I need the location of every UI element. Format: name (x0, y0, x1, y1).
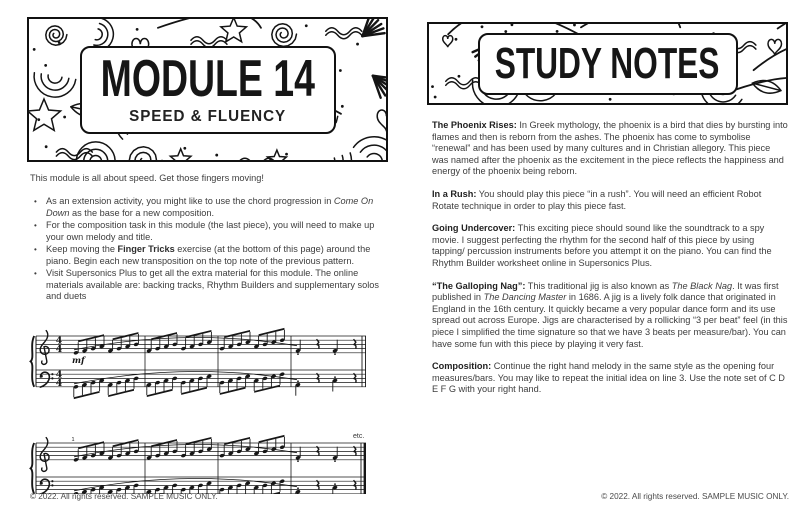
bullet-text: For the composition task in this module (the last piece), you will need to make up your own melody and title. (46, 220, 375, 242)
module-banner (27, 17, 388, 162)
bullet-text: As an extension activity, you might like to use the chord progression in Come On Down as the base for a new composition. (46, 196, 374, 218)
bullet-item (34, 244, 388, 267)
module-intro-text: This module is all about speed. Get those fingers moving! (30, 173, 264, 183)
paragraph-label: In a Rush: (432, 188, 477, 199)
bullet-item (34, 268, 388, 303)
bullet-dot: • (34, 269, 37, 278)
study-notes-title: STUDY NOTES (495, 38, 720, 88)
paragraph-label: “The Galloping Nag”: (432, 280, 526, 291)
study-notes-banner (427, 22, 788, 105)
bullet-dot: • (34, 197, 37, 206)
paragraph-label: Going Undercover: (432, 223, 516, 234)
study-notes-body (432, 120, 789, 407)
copyright-footer-right: © 2022. All rights reserved. SAMPLE MUSIC ONLY. (601, 492, 789, 501)
svg-text:4: 4 (55, 335, 63, 347)
study-paragraph: The Phoenix Rises: In Greek mythology, the phoenix is a bird that dies by bursting into flames and then is reborn from the ashes. The phoenix has come to symbolise “renewal” and has been used by many cultures and in Christian allegory. This piece was named after the phoenix as the excitement in the piece reflects the happiness and energy of the phoenix being reborn. (432, 120, 788, 177)
copyright-footer-left: © 2022. All rights reserved. SAMPLE MUSIC ONLY. (30, 492, 218, 501)
study-notes-title-box (478, 33, 738, 95)
svg-text:4: 4 (55, 369, 63, 381)
bullet-dot: • (34, 245, 37, 254)
study-paragraph: “The Galloping Nag”: This traditional jig is also known as The Black Nag. It was first published in The Dancing Master in 1686. A jig is a lively folk dance that originated in England in the 16th century. It quickly became a very popular dance form and its use spread out across Europe. Jigs are characterised by a rollicking “3 per beat” feel (in this piece I simplified the time signature so that we have 3 beats per measure/bar). You can have some fun with this piece by playing it very fast. (432, 280, 788, 349)
module-title-box (80, 46, 336, 134)
module-subtitle: SPEED & FLUENCY (129, 108, 286, 125)
sheet-music (28, 326, 376, 494)
svg-text:1: 1 (71, 437, 75, 443)
bullet-item (34, 196, 388, 219)
svg-text:4: 4 (55, 344, 63, 355)
study-paragraph: In a Rush: You should play this piece “in a rush”. You will need an efficient Robot Rotate technique in order to play this piece fast. (432, 188, 762, 211)
paragraph-label: The Phoenix Rises: (432, 120, 517, 130)
bullet-dot: • (34, 221, 37, 230)
study-paragraph: Going Undercover: This exciting piece should sound like the soundtrack to a spy movie. I suggest perfecting the rhythm for the second half of this piece by using tapping/ percussion instruments before you attempt it on the piano. You can find the Rhythm Builder worksheet online in Supersonics Plus. (432, 223, 772, 268)
bullet-text: Keep moving the Finger Tricks exercise (at the bottom of this page) around the piano. Begin each new transposition on the top note of the previous pattern. (46, 244, 371, 266)
svg-text:4: 4 (55, 378, 63, 389)
paragraph-label: Composition: (432, 361, 492, 372)
svg-text:mf: mf (72, 356, 85, 366)
module-title: MODULE 14 (100, 50, 315, 108)
bullet-text: Visit Supersonics Plus to get all the extra material for this module. The online materials available are: backing tracks, Rhythm Builders and supplementary solos and duets (46, 268, 379, 301)
svg-text:etc.: etc. (353, 433, 365, 440)
study-paragraph: Composition: Continue the right hand melody in the same style as the opening four measures/bars. You may like to repeat the initial idea on line 3. Use the note set of C D E F G with your right hand. (432, 361, 785, 395)
bullet-item (34, 220, 388, 243)
module-bullet-list (34, 196, 388, 304)
